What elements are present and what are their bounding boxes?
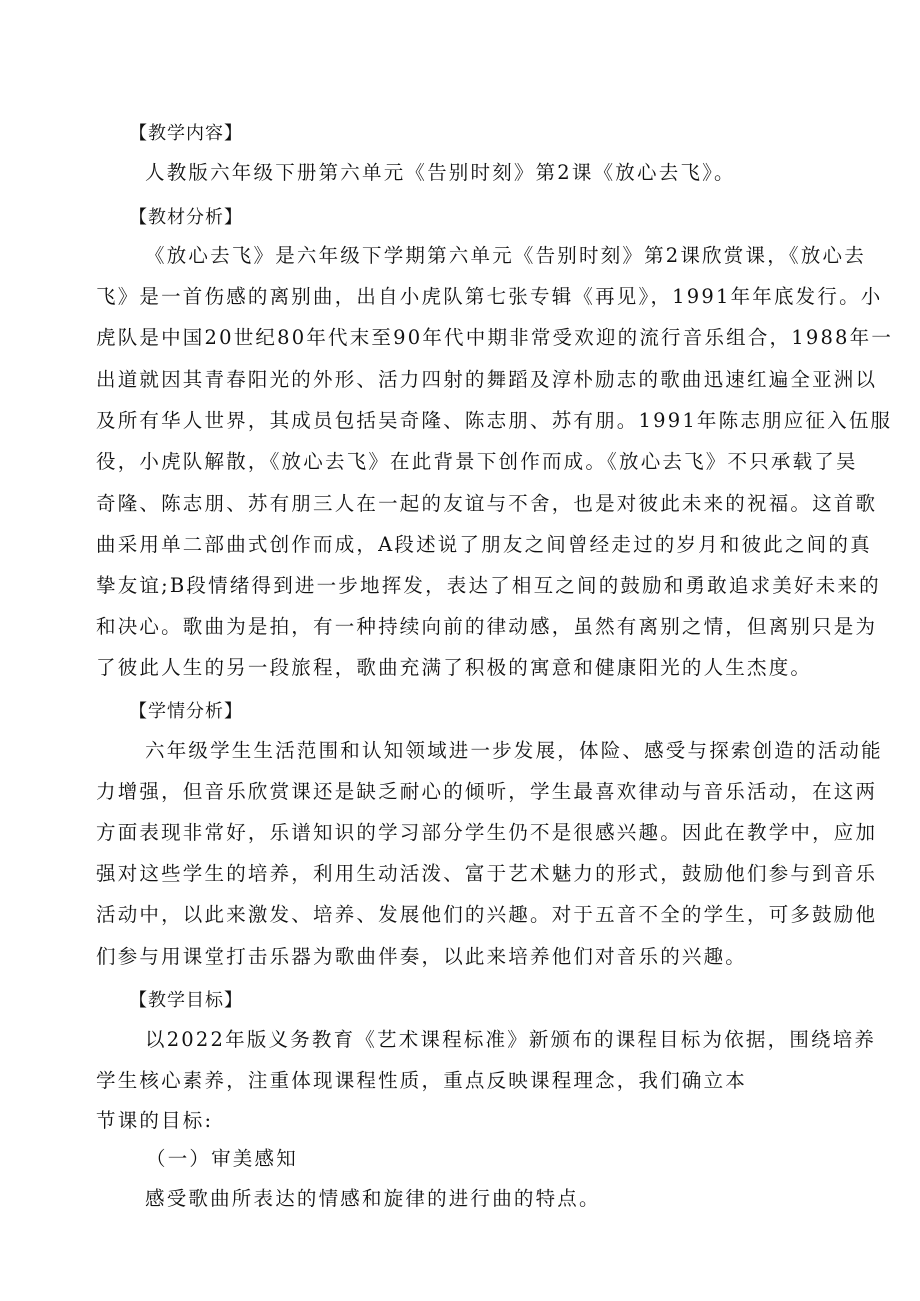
heading-teaching-content: 【教学内容】 bbox=[129, 123, 243, 144]
paragraph-line: 奇隆、陈志朋、苏有朋三人在一起的友谊与不舍，也是对彼此未来的祝福。这首歌 bbox=[96, 492, 878, 515]
paragraph-line: 学生核心素养，注重体现课程性质，重点反映课程理念，我们确立本 bbox=[96, 1069, 748, 1092]
paragraph-line: 挚友谊;B段情绪得到进一步地挥发，表达了相互之间的鼓励和勇敢追求美好未来的 bbox=[96, 574, 881, 597]
paragraph-line: 曲采用单二部曲式创作而成，A段述说了朋友之间曾经走过的岁月和彼此之间的真 bbox=[96, 533, 872, 556]
paragraph-line: 们参与用课堂打击乐器为歌曲伴奏，以此来培养他们对音乐的兴趣。 bbox=[96, 945, 748, 968]
paragraph-line: 六年级学生生活范围和认知领域进一步发展，体险、感受与探索创造的活动能 bbox=[145, 739, 883, 762]
paragraph-line: 和决心。歌曲为是拍，有一种持续向前的律动感，虽然有离别之情，但离别只是为 bbox=[96, 615, 878, 638]
paragraph-line: 了彼此人生的另一段旅程，歌曲充满了积极的寓意和健康阳光的人生杰度。 bbox=[96, 656, 813, 679]
paragraph-line: 节课的目标: bbox=[96, 1109, 214, 1132]
paragraph-line: 以2022年版义务教育《艺术课程标准》新颁布的课程目标为依据，围绕培养 bbox=[145, 1028, 877, 1051]
paragraph-line: 人教版六年级下册第六单元《告别时刻》第2课《放心去飞》。 bbox=[145, 161, 736, 184]
paragraph-line: 力增强，但音乐欣赏课还是缺乏耐心的倾听，学生最喜欢律动与音乐活动，在这两 bbox=[96, 780, 878, 803]
paragraph-line: 役，小虎队解散，《放心去飞》在此背景下创作而成。《放心去飞》不只承载了吴 bbox=[96, 450, 858, 473]
heading-student-analysis: 【学情分析】 bbox=[129, 701, 243, 722]
paragraph-line: 强对这些学生的培养，利用生动活泼、富于艺术魅力的形式，鼓励他们参与到音乐 bbox=[96, 862, 878, 885]
paragraph-line: 方面表现非常好，乐谱知识的学习部分学生仍不是很感兴趣。因此在教学中，应加 bbox=[96, 821, 878, 844]
paragraph-line: 出道就因其青春阳光的外形、活力四射的舞蹈及淳朴励志的歌曲迅速红遍全亚洲以 bbox=[96, 368, 878, 391]
paragraph-line: 及所有华人世界，其成员包括吴奇隆、陈志朋、苏有朋。1991年陈志朋应征入伍服 bbox=[96, 409, 893, 432]
paragraph-line: 《放心去飞》是六年级下学期第六单元《告别时刻》第2课欣赏课，《放心去 bbox=[145, 244, 866, 267]
paragraph-line: 虎队是中国20世纪80年代末至90年代中期非常受欢迎的流行音乐组合，1988年一 bbox=[96, 326, 894, 349]
heading-textbook-analysis: 【教材分析】 bbox=[129, 207, 243, 228]
paragraph-line: 感受歌曲所表达的情感和旋律的进行曲的特点。 bbox=[145, 1187, 601, 1210]
subheading-aesthetic-perception: （一）审美感知 bbox=[146, 1147, 298, 1170]
paragraph-line: 飞》是一首伤感的离别曲，出自小虎队第七张专辑《再见》，1991年年底发行。小 bbox=[96, 285, 883, 308]
paragraph-line: 活动中，以此来激发、培养、发展他们的兴趣。对于五音不全的学生，可多鼓励他 bbox=[96, 903, 878, 926]
heading-teaching-goals: 【教学目标】 bbox=[129, 990, 243, 1011]
